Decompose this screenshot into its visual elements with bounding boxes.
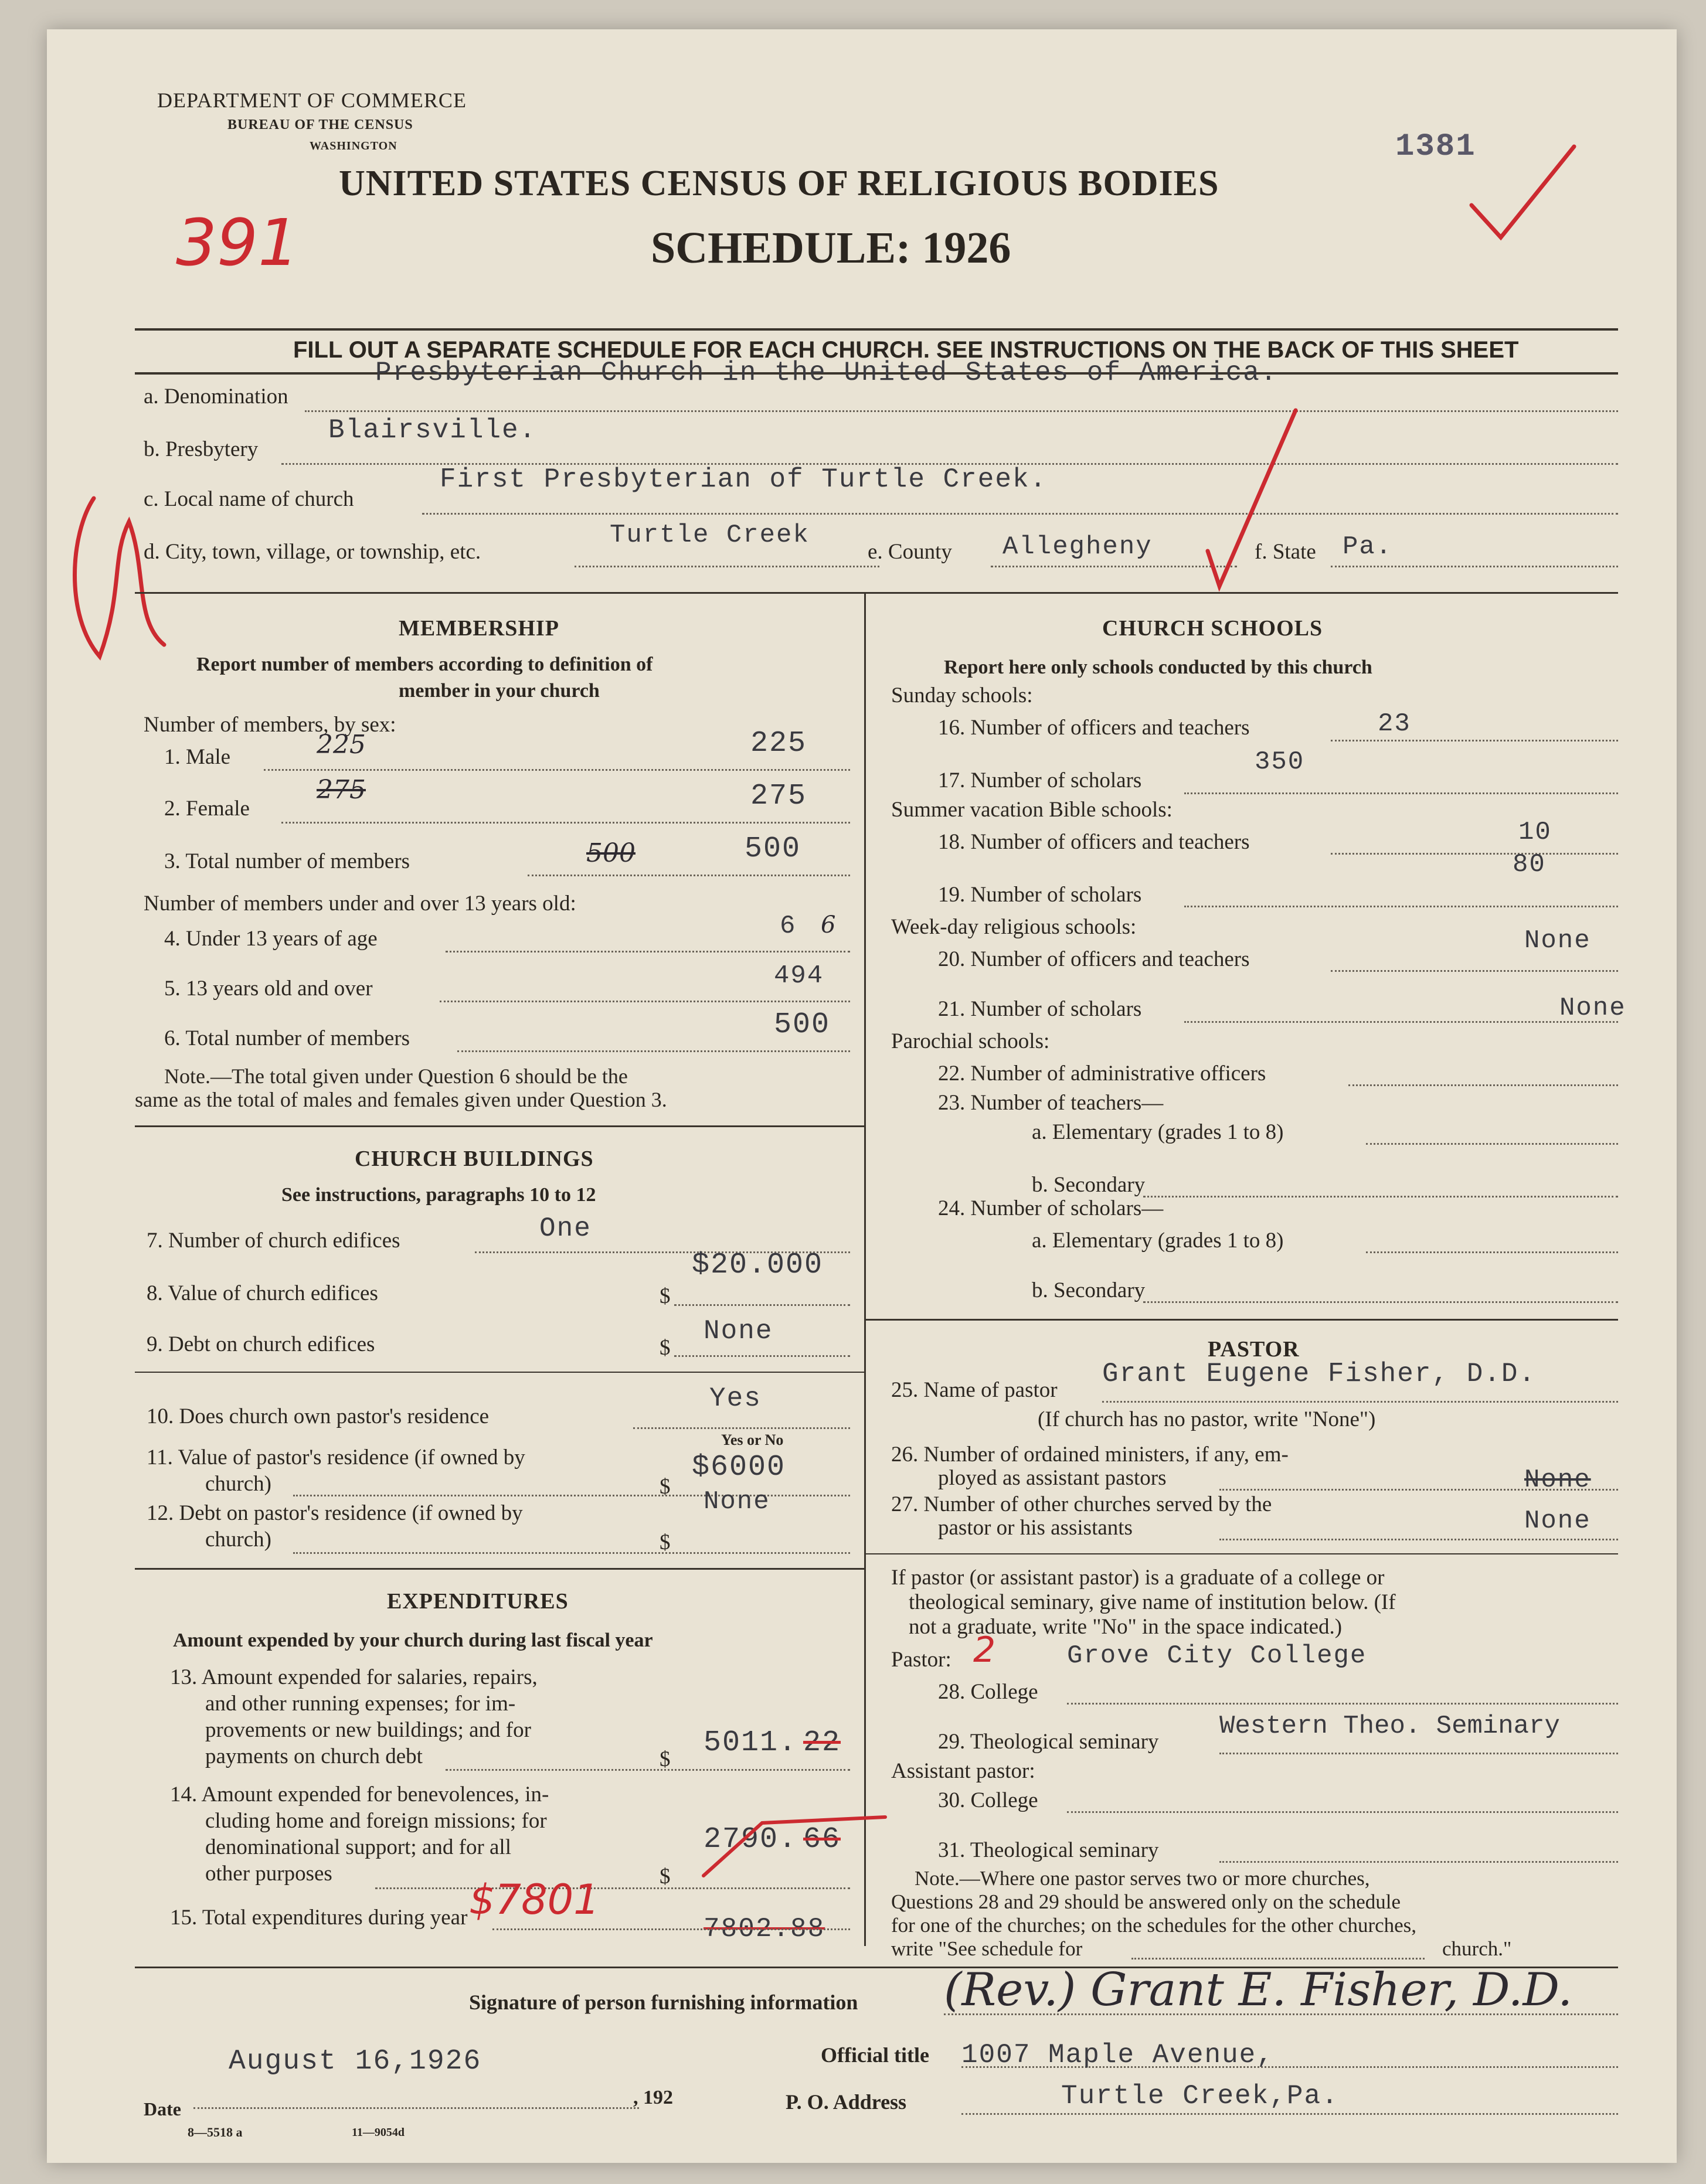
date-label: Date — [144, 2098, 181, 2120]
q7-value: One — [539, 1213, 592, 1244]
identity-rule — [135, 592, 1618, 594]
q14-line — [375, 1887, 850, 1889]
signature-line — [944, 2013, 1618, 2015]
q2-female-value: 275 — [750, 780, 807, 813]
q15-red-total: $7801 — [469, 1876, 600, 1924]
q11-value: $6000 — [692, 1451, 786, 1484]
q23a-label: a. Elementary (grades 1 to 8) — [1032, 1120, 1284, 1144]
yes-no-hint: Yes or No — [721, 1431, 784, 1448]
pastor-note-2: Questions 28 and 29 should be answered only on the schedule — [891, 1890, 1401, 1913]
q13-cents: 22 — [803, 1726, 841, 1760]
q25-line — [1102, 1401, 1618, 1403]
pastor-note-line — [1131, 1958, 1425, 1960]
schools-heading: CHURCH SCHOOLS — [1102, 616, 1323, 641]
q6-line — [457, 1050, 850, 1052]
grad-note-3: not a graduate, write "No" in the space indicated.) — [909, 1615, 1343, 1639]
buildings-mid-rule — [135, 1372, 864, 1373]
signature-label: Signature of person furnishing information — [469, 1991, 858, 2014]
members-by-sex-label: Number of members, by sex: — [144, 713, 396, 737]
q13-label-2: and other running expenses; for im- — [205, 1692, 516, 1716]
schedule-title: SCHEDULE: 1926 — [651, 223, 1011, 273]
q12-label-1: 12. Debt on pastor's residence (if owned by — [147, 1501, 523, 1525]
q26-value: None — [1524, 1465, 1591, 1495]
state-value: Pa. — [1343, 532, 1393, 562]
q23b-line — [1143, 1196, 1618, 1198]
q27-line — [1219, 1539, 1618, 1540]
q19-label: 19. Number of scholars — [938, 883, 1142, 907]
local-name-label: c. Local name of church — [144, 487, 354, 511]
schools-intro: Report here only schools conducted by this church — [944, 656, 1372, 678]
q21-line — [1184, 1021, 1618, 1023]
q5-line — [440, 1001, 850, 1002]
pastor-heading: PASTOR — [1208, 1337, 1300, 1362]
q27-label-2: pastor or his assistants — [938, 1516, 1133, 1540]
q24b-label: b. Secondary — [1032, 1278, 1146, 1302]
q20-value: None — [1524, 926, 1591, 955]
q4-under13-value: 6 — [780, 911, 797, 941]
local-name-value: First Presbyterian of Turtle Creek. — [440, 464, 1048, 495]
buildings-sub: See instructions, paragraphs 10 to 12 — [281, 1184, 596, 1206]
q9-value: None — [704, 1316, 773, 1346]
q25-value: Grant Eugene Fisher, D.D. — [1102, 1359, 1537, 1389]
q12-dollar: $ — [660, 1530, 671, 1554]
buildings-rule — [135, 1568, 864, 1570]
q25-note: (If church has no pastor, write "None") — [1038, 1407, 1376, 1431]
q18-value: 10 — [1518, 818, 1552, 847]
q27-value: None — [1524, 1506, 1591, 1536]
q24a-line — [1366, 1251, 1618, 1253]
stamp-number: 1381 — [1395, 129, 1476, 165]
q14-value: 2790. — [704, 1823, 798, 1856]
membership-note-2: same as the total of males and females given under Question 3. — [135, 1088, 667, 1111]
buildings-heading: CHURCH BUILDINGS — [355, 1147, 594, 1171]
q30-line — [1067, 1811, 1618, 1813]
q18-line — [1331, 853, 1618, 855]
q11-label-1: 11. Value of pastor's residence (if owned by — [147, 1445, 525, 1469]
q29-label: 29. Theological seminary — [938, 1730, 1159, 1754]
q8-line — [674, 1304, 850, 1306]
q6-total-value: 500 — [774, 1008, 831, 1042]
q18-label: 18. Number of officers and teachers — [938, 830, 1250, 854]
q14-dollar: $ — [660, 1865, 671, 1889]
q13-line — [446, 1769, 850, 1771]
date-year-suffix: , 192 — [633, 2087, 673, 2108]
print-number: 11—9054d — [352, 2126, 405, 2139]
q23-label: 23. Number of teachers— — [938, 1091, 1164, 1115]
q2-female-pencil: 275 — [317, 775, 366, 805]
denomination-label: a. Denomination — [144, 385, 288, 409]
q3-total-pencil: 500 — [586, 838, 635, 868]
q15-value: 7802.88 — [704, 1914, 825, 1944]
q27-label-1: 27. Number of other churches served by the — [891, 1492, 1272, 1516]
q29-line — [1219, 1753, 1618, 1754]
q2-line — [281, 822, 850, 824]
bureau-city: WASHINGTON — [310, 140, 397, 152]
po-address-line2: Turtle Creek,Pa. — [1061, 2081, 1339, 2111]
q8-dollar: $ — [660, 1284, 671, 1308]
q26-label-1: 26. Number of ordained ministers, if any, em- — [891, 1443, 1289, 1467]
q1-male-value: 225 — [750, 727, 807, 760]
census-schedule-sheet — [47, 29, 1677, 2163]
q13-label-1: 13. Amount expended for salaries, repairs, — [170, 1665, 538, 1689]
grad-note-1: If pastor (or assistant pastor) is a graduate of a college or — [891, 1566, 1385, 1590]
grad-note-2: theological seminary, give name of institution below. (If — [909, 1590, 1396, 1614]
q12-value: None — [704, 1487, 770, 1516]
state-line — [1331, 566, 1618, 567]
q28-value: Grove City College — [1067, 1641, 1367, 1671]
q19-value: 80 — [1513, 850, 1546, 879]
weekday-schools-label: Week-day religious schools: — [891, 915, 1137, 939]
dept-name: DEPARTMENT OF COMMERCE — [157, 89, 467, 112]
q5-over13-label: 5. 13 years old and over — [164, 977, 373, 1001]
q21-value: None — [1559, 994, 1626, 1023]
q11-dollar: $ — [660, 1475, 671, 1499]
red-stroke-q14-icon — [692, 1811, 891, 1882]
age-intro-label: Number of members under and over 13 years old: — [144, 892, 576, 916]
q17-value: 350 — [1255, 747, 1305, 777]
date-value: August 16,1926 — [229, 2046, 482, 2077]
q16-line — [1331, 740, 1618, 741]
q8-value: $20.000 — [692, 1249, 824, 1282]
form-number: 8—5518 a — [188, 2125, 243, 2139]
q8-label: 8. Value of church edifices — [147, 1281, 378, 1305]
q24-label: 24. Number of scholars— — [938, 1196, 1164, 1220]
q26-line — [1219, 1489, 1618, 1491]
q13-dollar: $ — [660, 1747, 671, 1771]
q4-line — [446, 951, 850, 952]
city-line — [575, 566, 879, 567]
q13-label-3: provements or new buildings; and for — [205, 1718, 531, 1742]
q15-line — [492, 1928, 850, 1930]
po-address-line1: 1007 Maple Avenue, — [961, 2040, 1274, 2070]
q20-label: 20. Number of officers and teachers — [938, 947, 1250, 971]
city-label: d. City, town, village, or township, etc. — [144, 540, 481, 564]
q30-label: 30. College — [938, 1788, 1038, 1812]
q17-label: 17. Number of scholars — [938, 768, 1142, 792]
q2-female-label: 2. Female — [164, 797, 250, 821]
expenditures-sub: Amount expended by your church during last fiscal year — [173, 1630, 653, 1651]
q1-male-pencil: 225 — [317, 730, 366, 760]
q10-label: 10. Does church own pastor's residence — [147, 1404, 490, 1428]
county-label: e. County — [868, 540, 952, 564]
q9-dollar: $ — [660, 1336, 671, 1360]
expenditures-heading: EXPENDITURES — [387, 1589, 569, 1614]
q3-total-value: 500 — [745, 832, 801, 866]
q9-label: 9. Debt on church edifices — [147, 1332, 375, 1356]
q14-label-2: cluding home and foreign missions; for — [205, 1809, 547, 1833]
q16-value: 23 — [1378, 709, 1411, 739]
pastor-mid-rule — [866, 1553, 1618, 1554]
q13-value: 5011. — [704, 1726, 798, 1760]
q14-label-4: other purposes — [205, 1862, 332, 1886]
q23b-label: b. Secondary — [1032, 1173, 1146, 1197]
q19-line — [1184, 906, 1618, 907]
schools-rule — [866, 1319, 1618, 1321]
q23a-line — [1366, 1143, 1618, 1145]
q12-label-2: church) — [205, 1528, 271, 1552]
summer-schools-label: Summer vacation Bible schools: — [891, 798, 1173, 822]
q20-line — [1331, 970, 1618, 972]
q14-label-3: denominational support; and for all — [205, 1835, 511, 1859]
column-divider — [864, 592, 866, 1946]
q29-value: Western Theo. Seminary — [1219, 1712, 1560, 1741]
membership-note-1: Note.—The total given under Question 6 should be the — [164, 1064, 628, 1088]
state-label: f. State — [1255, 540, 1316, 564]
q24b-line — [1143, 1301, 1618, 1303]
red-checkmark-county-icon — [1196, 404, 1301, 592]
q24a-label: a. Elementary (grades 1 to 8) — [1032, 1229, 1284, 1253]
q7-label: 7. Number of church edifices — [147, 1229, 400, 1253]
city-value: Turtle Creek — [610, 521, 810, 550]
instruction-banner: FILL OUT A SEPARATE SCHEDULE FOR EACH CHURCH. SEE INSTRUCTIONS ON THE BACK OF THIS SHEET — [293, 337, 1519, 363]
red-handwritten-mark-left-icon — [59, 487, 176, 668]
red-checkmark-top-icon — [1466, 141, 1583, 246]
date-line — [193, 2107, 639, 2109]
q14-label-1: 14. Amount expended for benevolences, in- — [170, 1782, 549, 1807]
official-title-label: Official title — [821, 2043, 929, 2067]
q13-label-4: payments on church debt — [205, 1744, 423, 1768]
po-address-label: P. O. Address — [786, 2090, 907, 2114]
denomination-line — [305, 410, 1618, 412]
denomination-value: Presbyterian Church in the United States of America. — [375, 358, 1278, 388]
q11-label-2: church) — [205, 1472, 271, 1496]
bureau-name: BUREAU OF THE CENSUS — [227, 117, 413, 132]
q3-line — [528, 875, 850, 876]
q26-label-2: ployed as assistant pastors — [938, 1466, 1167, 1490]
q9-line — [674, 1355, 850, 1357]
pastor-note-4: write "See schedule for — [891, 1937, 1083, 1960]
membership-intro-2: member in your church — [399, 680, 600, 702]
signature-value: (Rev.) Grant E. Fisher, D.D. — [944, 1964, 1573, 2016]
q10-line — [633, 1427, 850, 1429]
q22-line — [1348, 1084, 1618, 1086]
q1-male-label: 1. Male — [164, 745, 231, 769]
q16-label: 16. Number of officers and teachers — [938, 716, 1250, 740]
pastor-sub-label: Pastor: — [891, 1648, 951, 1672]
red-handwritten-number: 391 — [176, 205, 299, 280]
q31-line — [1219, 1861, 1618, 1863]
q22-label: 22. Number of administrative officers — [938, 1062, 1266, 1086]
po-address-line — [961, 2113, 1618, 2115]
pastor-note-5: church." — [1442, 1937, 1512, 1960]
q14-cents: 66 — [803, 1823, 841, 1856]
sunday-schools-label: Sunday schools: — [891, 683, 1033, 707]
q21-label: 21. Number of scholars — [938, 997, 1142, 1021]
county-value: Allegheny — [1002, 532, 1153, 562]
parochial-schools-label: Parochial schools: — [891, 1029, 1050, 1053]
q1-line — [264, 769, 850, 771]
presbytery-label: b. Presbytery — [144, 437, 259, 461]
q3-total-label: 3. Total number of members — [164, 849, 410, 873]
q6-total-label: 6. Total number of members — [164, 1026, 410, 1050]
local-name-line — [422, 513, 1618, 515]
q17-line — [1184, 792, 1618, 794]
q15-label: 15. Total expenditures during year — [170, 1906, 468, 1930]
q10-value: Yes — [709, 1383, 762, 1414]
pastor-note-1: Note.—Where one pastor serves two or more churches, — [915, 1867, 1370, 1890]
form-title: UNITED STATES CENSUS OF RELIGIOUS BODIES — [339, 164, 1219, 203]
q31-label: 31. Theological seminary — [938, 1838, 1159, 1862]
membership-rule — [135, 1125, 864, 1127]
q25-label: 25. Name of pastor — [891, 1378, 1058, 1402]
pastor-red-number: 2 — [973, 1630, 996, 1671]
q4-under13-label: 4. Under 13 years of age — [164, 927, 378, 951]
q5-over13-value: 494 — [774, 961, 824, 991]
membership-intro-1: Report number of members according to definition of — [196, 654, 653, 675]
q28-label: 28. College — [938, 1680, 1038, 1704]
presbytery-value: Blairsville. — [328, 415, 537, 445]
assistant-pastor-label: Assistant pastor: — [891, 1759, 1035, 1783]
q12-line — [293, 1552, 850, 1554]
q4-under13-pencil: 6 — [821, 911, 836, 938]
header-rule-top — [135, 328, 1618, 331]
membership-heading: MEMBERSHIP — [399, 616, 559, 641]
q28-line — [1067, 1703, 1618, 1705]
pastor-note-3: for one of the churches; on the schedules for the other churches, — [891, 1914, 1417, 1937]
